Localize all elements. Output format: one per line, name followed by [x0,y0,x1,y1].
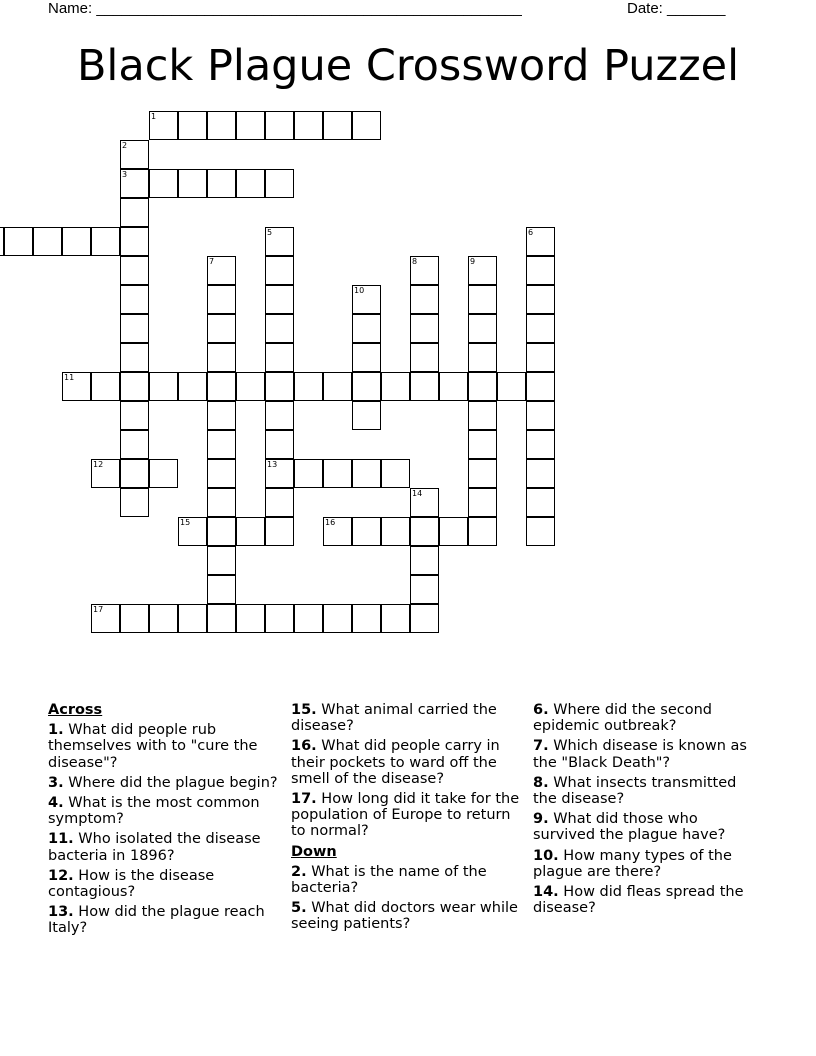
grid-cell[interactable] [323,604,352,633]
clue-number: 7 [209,256,215,266]
clues-column-3 [533,702,763,920]
grid-cell[interactable] [352,111,381,140]
grid-cell[interactable] [62,227,91,256]
grid-cell[interactable] [120,401,149,430]
clue-number: 12 [93,459,104,469]
grid-cell[interactable] [526,430,555,459]
grid-cell[interactable] [120,198,149,227]
grid-cell[interactable] [265,343,294,372]
grid-cell[interactable] [352,285,381,314]
grid-cell[interactable] [410,517,439,546]
clue-number: 9 [470,256,476,266]
grid-cell[interactable] [497,372,526,401]
grid-cell[interactable] [149,372,178,401]
clue-number: 2 [122,140,128,150]
grid-cell[interactable] [91,227,120,256]
grid-cell[interactable] [207,401,236,430]
clue-across-1: 1. What did people rub themselves with to "cure the disease"? [48,722,258,771]
grid-cell[interactable] [468,314,497,343]
clue-number: 1 [151,111,157,121]
grid-cell[interactable] [207,459,236,488]
grid-cell[interactable] [410,575,439,604]
clue-number: 15 [180,517,191,527]
clue-across-4: 4. What is the most common symptom? [48,795,260,828]
grid-cell[interactable] [207,169,236,198]
grid-cell[interactable] [381,517,410,546]
grid-cell[interactable] [120,314,149,343]
grid-cell[interactable] [149,111,178,140]
grid-cell[interactable] [265,401,294,430]
grid-cell[interactable] [323,517,352,546]
grid-cell[interactable] [120,459,149,488]
grid-cell[interactable] [352,459,381,488]
clues-column-1 [48,702,278,941]
grid-cell[interactable] [120,256,149,285]
grid-cell[interactable] [294,372,323,401]
grid-cell[interactable] [526,256,555,285]
grid-cell[interactable] [323,372,352,401]
grid-cell[interactable] [526,227,555,256]
grid-cell[interactable] [265,227,294,256]
grid-cell[interactable] [120,285,149,314]
grid-cell[interactable] [33,227,62,256]
grid-cell[interactable] [265,604,294,633]
grid-cell[interactable] [468,517,497,546]
grid-cell[interactable] [236,169,265,198]
grid-cell[interactable] [323,111,352,140]
grid-cell[interactable] [178,111,207,140]
grid-cell[interactable] [439,517,468,546]
grid-cell[interactable] [468,256,497,285]
grid-cell[interactable] [439,372,468,401]
clue-down-9: 9. What did those who survived the plague have? [533,811,726,844]
grid-cell[interactable] [468,459,497,488]
clue-number: 14 [412,488,423,498]
grid-cell[interactable] [526,517,555,546]
grid-cell[interactable] [236,372,265,401]
clue-down-14: 14. How did fleas spread the disease? [533,884,744,917]
grid-cell[interactable] [236,111,265,140]
grid-cell[interactable] [468,430,497,459]
clue-across-13: 13. How did the plague reach Italy? [48,904,265,937]
grid-cell[interactable] [207,546,236,575]
grid-cell[interactable] [294,604,323,633]
grid-cell[interactable] [352,343,381,372]
clue-down-5: 5. What did doctors wear while seeing patients? [291,900,518,933]
grid-cell[interactable] [468,285,497,314]
grid-cell[interactable] [468,372,497,401]
grid-cell[interactable] [149,169,178,198]
grid-cell[interactable] [91,459,120,488]
clues-column-2 [291,702,521,937]
grid-cell[interactable] [468,343,497,372]
grid-cell[interactable] [149,604,178,633]
grid-cell[interactable] [410,488,439,517]
grid-cell[interactable] [120,372,149,401]
grid-cell[interactable] [410,604,439,633]
grid-cell[interactable] [526,401,555,430]
grid-cell[interactable] [294,459,323,488]
name-field-label: Name: ___________________________________________________ [48,0,522,17]
grid-cell[interactable] [120,343,149,372]
grid-cell[interactable] [265,517,294,546]
grid-cell[interactable] [352,372,381,401]
grid-cell[interactable] [178,604,207,633]
grid-cell[interactable] [207,285,236,314]
grid-cell[interactable] [207,314,236,343]
grid-cell[interactable] [526,343,555,372]
grid-cell[interactable] [410,256,439,285]
grid-cell[interactable] [265,314,294,343]
clue-across-11: 11. Who isolated the disease bacteria in 1896? [48,831,261,864]
clue-down-8: 8. What insects transmitted the disease? [533,774,737,808]
grid-cell[interactable] [410,372,439,401]
grid-cell[interactable] [265,256,294,285]
clue-down-2: 2. What is the name of the bacteria? [291,863,487,897]
grid-cell[interactable] [120,488,149,517]
grid-cell[interactable] [207,488,236,517]
clue-number: 11 [64,372,75,382]
grid-cell[interactable] [265,372,294,401]
grid-cell[interactable] [207,372,236,401]
grid-cell[interactable] [62,372,91,401]
grid-cell[interactable] [381,604,410,633]
clue-down-10: 10. How many types of the plague are there? [533,847,732,880]
grid-cell[interactable] [120,169,149,198]
grid-cell[interactable] [410,546,439,575]
grid-cell[interactable] [265,430,294,459]
clue-number: 3 [122,169,128,179]
grid-cell[interactable] [265,488,294,517]
grid-cell[interactable] [381,459,410,488]
grid-cell[interactable] [410,285,439,314]
grid-cell[interactable] [352,517,381,546]
date-field-label: Date: _______ [627,0,726,17]
clue-across-3: 3. Where did the plague begin? [48,774,278,791]
clue-number: 16 [325,517,336,527]
clue-number: 13 [267,459,278,469]
grid-cell[interactable] [410,343,439,372]
grid-cell[interactable] [149,459,178,488]
grid-cell[interactable] [265,111,294,140]
grid-cell[interactable] [526,459,555,488]
clue-across-17: 17. How long did it take for the population of Europe to return to normal? [291,791,520,840]
grid-cell[interactable] [120,430,149,459]
clue-number: 10 [354,285,365,295]
grid-cell[interactable] [265,285,294,314]
grid-cell[interactable] [352,314,381,343]
grid-cell[interactable] [207,111,236,140]
grid-cell[interactable] [468,401,497,430]
clue-number: 6 [528,227,534,237]
grid-cell[interactable] [468,488,497,517]
grid-cell[interactable] [120,604,149,633]
grid-cell[interactable] [207,517,236,546]
grid-cell[interactable] [526,372,555,401]
clue-number: 8 [412,256,418,266]
clue-down-7: 7. Which disease is known as the "Black Death"? [533,738,747,771]
grid-cell[interactable] [178,517,207,546]
across-heading: Across [48,702,103,718]
grid-cell[interactable] [91,372,120,401]
down-heading: Down [291,843,337,860]
grid-cell[interactable] [410,314,439,343]
grid-cell[interactable] [526,285,555,314]
grid-cell[interactable] [207,343,236,372]
grid-cell[interactable] [526,488,555,517]
grid-cell[interactable] [526,314,555,343]
grid-cell[interactable] [178,169,207,198]
clue-across-12: 12. How is the disease contagious? [48,867,215,901]
grid-cell[interactable] [352,604,381,633]
grid-cell[interactable] [207,575,236,604]
grid-cell[interactable] [91,604,120,633]
grid-cell[interactable] [236,517,265,546]
grid-cell[interactable] [178,372,207,401]
grid-cell[interactable] [207,604,236,633]
grid-cell[interactable] [381,372,410,401]
grid-cell[interactable] [294,111,323,140]
clue-across-15: 15. What animal carried the disease? [291,702,497,735]
grid-cell[interactable] [4,227,33,256]
grid-cell[interactable] [236,604,265,633]
grid-cell[interactable] [352,401,381,430]
grid-cell[interactable] [265,459,294,488]
clue-across-16: 16. What did people carry in their pockets to ward off the smell of the disease? [291,738,500,787]
grid-cell[interactable] [120,227,149,256]
clue-down-6: 6. Where did the second epidemic outbreak? [533,702,713,735]
clue-number: 17 [93,604,104,614]
grid-cell[interactable] [207,430,236,459]
grid-cell[interactable] [207,256,236,285]
clue-number: 5 [267,227,273,237]
grid-cell[interactable] [265,169,294,198]
page-title: Black Plague Crossword Puzzel [76,41,740,91]
grid-cell[interactable] [120,140,149,169]
grid-cell[interactable] [323,459,352,488]
